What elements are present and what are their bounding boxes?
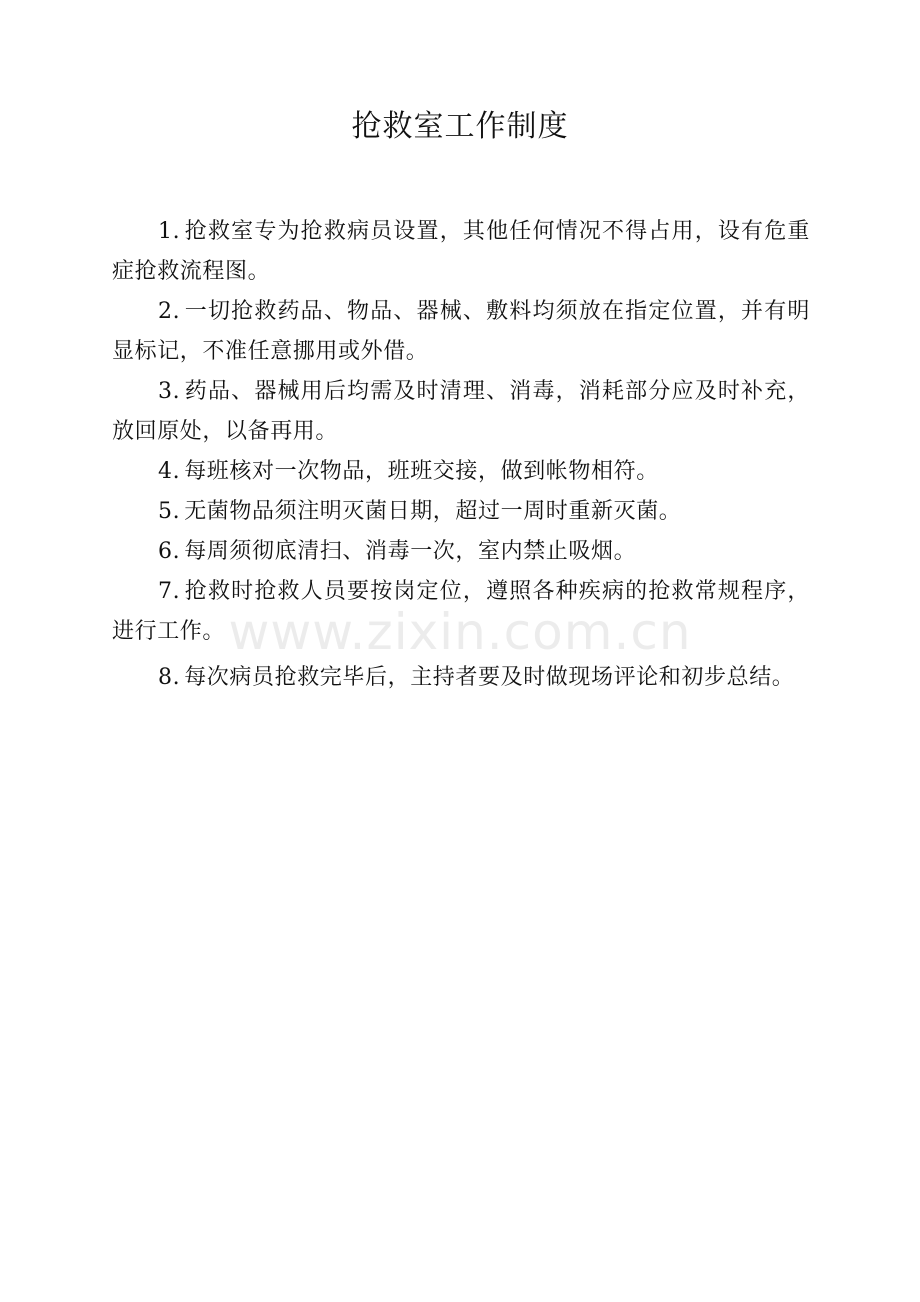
- rule-item-8: [112, 658, 810, 698]
- rule-text: 一切抢救药品、物品、器械、敷料均须放在指定位置，并有明显标记，不准任意挪用或外借。: [112, 299, 810, 364]
- rule-text: 每班核对一次物品，班班交接，做到帐物相符。: [184, 459, 659, 484]
- rule-number: 3.: [158, 379, 181, 404]
- rule-number: 8.: [158, 665, 181, 690]
- rule-number: 6.: [158, 539, 181, 564]
- rule-item-5: [112, 492, 810, 532]
- rule-number: 2.: [158, 299, 181, 324]
- rule-number: 1.: [158, 219, 181, 244]
- rule-text: 每周须彻底清扫、消毒一次，室内禁止吸烟。: [184, 539, 637, 564]
- document-title: 抢救室工作制度: [351, 109, 569, 144]
- rule-text: 抢救时抢救人员要按岗定位，遵照各种疾病的抢救常规程序，进行工作。: [112, 579, 810, 644]
- rule-item-4: [112, 452, 810, 492]
- rule-number: 7.: [158, 579, 181, 604]
- rule-item-6: [112, 532, 810, 572]
- rule-text: 抢救室专为抢救病员设置，其他任何情况不得占用，设有危重症抢救流程图。: [112, 219, 810, 284]
- rules-list: [112, 212, 810, 698]
- rule-item-2: [112, 292, 810, 372]
- rule-text: 每次病员抢救完毕后，主持者要及时做现场评论和初步总结。: [184, 665, 795, 690]
- rule-text: 无菌物品须注明灭菌日期，超过一周时重新灭菌。: [184, 499, 682, 524]
- rule-item-3: [112, 372, 810, 452]
- watermark: www.zixin.com.cn: [228, 603, 692, 661]
- rule-number: 4.: [158, 459, 181, 484]
- rule-number: 5.: [158, 499, 181, 524]
- rule-text: 药品、器械用后均需及时清理、消毒，消耗部分应及时补充，放回原处，以备再用。: [112, 379, 810, 444]
- rule-item-1: [112, 212, 810, 292]
- rule-item-7: [112, 572, 810, 652]
